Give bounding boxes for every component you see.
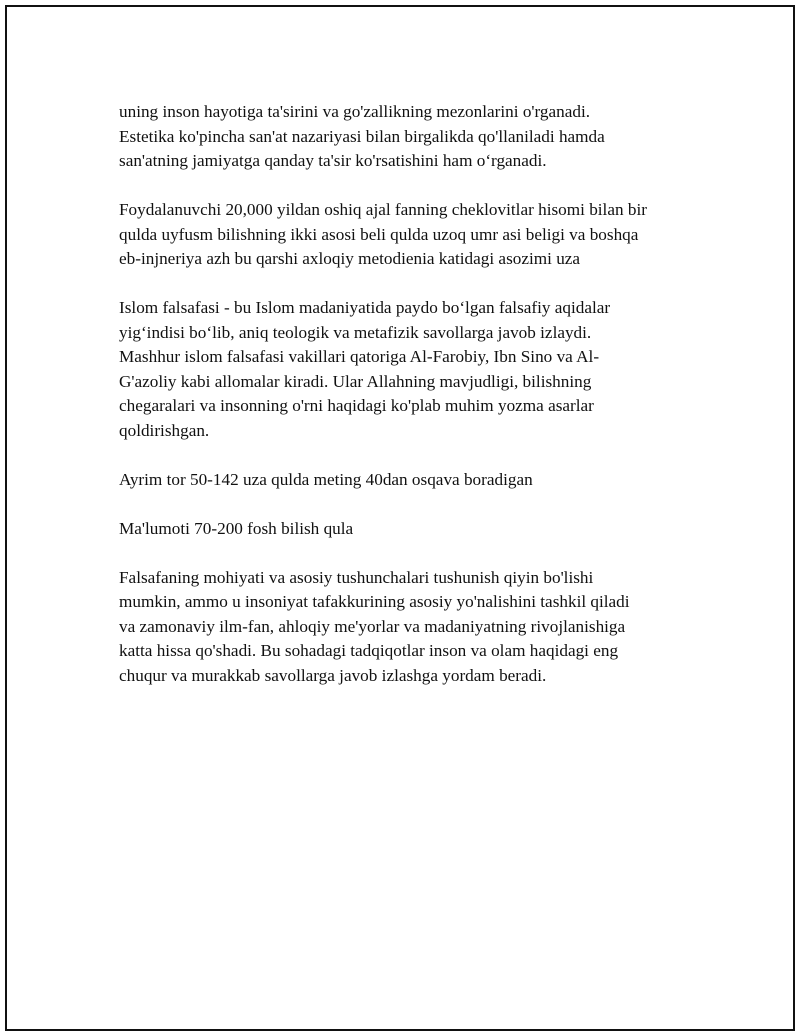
paragraph-islamic-philosophy: Islom falsafasi - bu Islom madaniyatida paydo bo‘lgan falsafiy aqidalar yig‘indisi bo‘lib, aniq teologik va metafizik savollarga javob izlaydi. Mashhur islom falsafasi vakillari qatoriga Al-Farobiy, Ibn Sino va Al- G'azoliy kabi allomalar kiradi. Ular Allahning mavjudligi, bilishning chegaralari va insonning o'rni haqidagi ko'plab muhim yozma asarlar qoldirishgan. [119,298,611,440]
paragraph-user-note: Foydalanuvchi 20,000 yildan oshiq ajal fanning cheklovitlar hisomi bilan bir qulda uyfusm bilishning ikki asosi beli qulda uzoq umr asi beligi va boshqa eb-injneriya azh bu qarshi axloqiy metodienia katidagi asozimi uza [119,200,647,268]
document-body [119,100,699,713]
paragraph-philosophy-essence: Falsafaning mohiyati va asosiy tushunchalari tushunish qiyin bo'lishi mumkin, ammo u insoniyat tafakkurining asosiy yo'nalishini tashkil qiladi va zamonaviy ilm-fan, ahloqiy me'yorlar va madaniyatning rivojlanishiga katta hissa qo'shadi. Bu sohadagi tadqiqotlar inson va olam haqidagi eng chuqur va murakkab savollarga javob izlashga yordam beradi. [119,567,630,685]
document-page [5,5,795,1031]
paragraph-aesthetics: uning inson hayotiga ta'sirini va go'zallikning mezonlarini o'rganadi. Estetika ko'pincha san'at nazariyasi bilan birgalikda qo'llaniladi hamda san'atning jamiyatga qanday ta'sir ko'rsatishini ham o‘rganadi. [119,102,605,170]
paragraph-range-note-2: Ma'lumoti 70-200 fosh bilish qula [119,518,354,538]
paragraph-range-note-1: Ayrim tor 50-142 uza qulda meting 40dan osqava boradigan [119,469,533,489]
